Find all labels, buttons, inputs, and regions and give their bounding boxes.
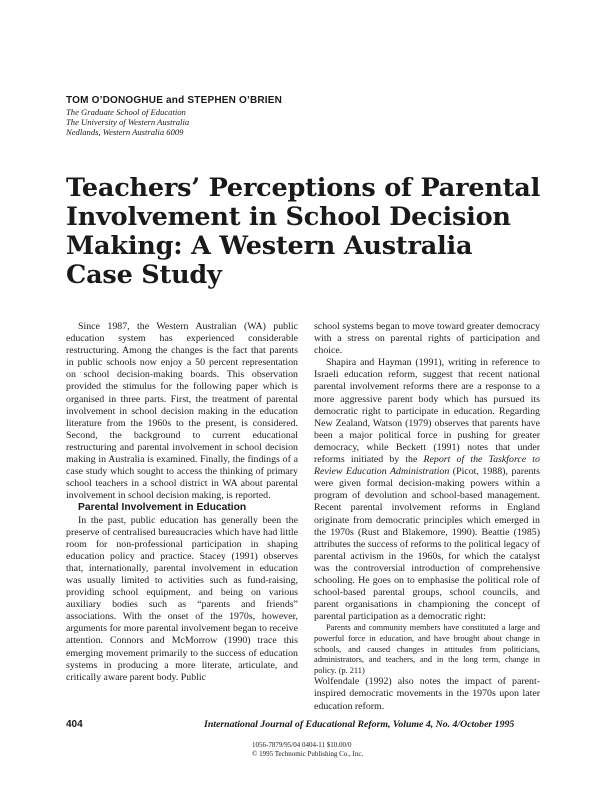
body-paragraph [314, 357, 540, 623]
report-title: Report of the Taskforce to Review Education Administration [314, 454, 540, 478]
paragraph-text: (Picot, 1988), parents were given formal decision-making powers within a program of devolution and school-based management. Recent parental involvement reforms in England originate from democratic principles which emerged in the 1970s (Rust and Blakemore, 1990). Beattie (1985) attributes the success of reforms to the political legacy of parental activism in the 1960s, for which the catalyst was the controversial introduction of comprehensive schooling. He goes on to emphasise the political role of school-based parental groups, school councils, and parent organisations in championing the concept of parental participation as a democratic right: [314, 466, 540, 623]
page-number: 404 [66, 719, 83, 730]
title-line: Making: A Western Australia [66, 231, 473, 261]
left-column [66, 321, 298, 684]
author-affiliation [66, 107, 189, 137]
publisher-info [252, 741, 363, 759]
author-names: TOM O’DONOGHUE and STEPHEN O’BRIEN [66, 95, 283, 106]
copyright-line: © 1995 Technomic Publishing Co., Inc. [252, 750, 364, 758]
body-paragraph: In the past, public education has generally been the preserve of centralised bureaucracies which have had little room for non-professional participation in shaping education policy and practice. Stacey (1991) observes that, internationally, parental involvement in education was usually limited to activities such as fund-raising, providing school equipment, and being on various auxiliary bodies such as “parents and friends” associations. With the onset of the 1970s, however, arguments for more parental involvement began to receive attention. Connors and McMorrow (1990) trace this emerging movement primarily to the success of education systems in producing a more literate, articulate, and critically aware parent body. Public [66, 514, 298, 683]
affiliation-line: The Graduate School of Education [66, 107, 186, 117]
affiliation-line: Nedlands, Western Australia 6009 [66, 127, 184, 137]
title-line: Teachers’ Perceptions of Parental [66, 173, 541, 203]
abstract-paragraph: Since 1987, the Western Australian (WA) public education system has experienced considerable restructuring. Among the changes is the fact that parents in public schools now enjoy a 50 percent representation on school decision-making boards. This observation provided the stimulus for the following paper which is organised in three parts. First, the treatment of parental involvement in school decision making in the education literature from the 1960s to the present, is considered. Second, the background to current educational restructuring and parental involvement in school decision making in Australia is examined. Finally, the findings of a case study which sought to access the thinking of primary school teachers in a school district in WA about parental involvement in school decision making, is reported. [66, 321, 298, 502]
paragraph-text: Shapira and Hayman (1991), writing in reference to Israeli education reform, suggest that recent national parental involvement reforms there are a response to a more aggressive parent body which has pursued its democratic right to participate in education. Regarding New Zealand, Watson (1979) observes that parents have been a major political force in pushing for greater democracy, while Beckett (1991) notes that under reforms initiated by the [314, 357, 540, 466]
affiliation-line: The University of Western Australia [66, 117, 190, 127]
title-line: Case Study [66, 260, 222, 290]
title-line: Involvement in School Decision [66, 202, 511, 232]
right-column [314, 321, 540, 713]
issn-line: 1056-7879/95/04 0404-11 $10.00/0 [252, 741, 352, 749]
journal-citation: International Journal of Educational Reform, Volume 4, No. 4/October 1995 [204, 719, 515, 730]
block-quote: Parents and community members have constituted a large and powerful force in education, and have brought about change in schools, and caused changes in attitudes from politicians, administrators, and teachers, and in the long term, change in policy. (p. 211) [314, 623, 540, 675]
section-heading: Parental Involvement in Education [78, 502, 247, 514]
article-title [66, 174, 546, 290]
continued-paragraph: school systems began to move toward greater democracy with a stress on parental rights of participation and choice. [314, 321, 540, 357]
body-paragraph: Wolfendale (1992) also notes the impact of parent-inspired democratic movements in the 1970s upon later education reform. [314, 676, 540, 712]
